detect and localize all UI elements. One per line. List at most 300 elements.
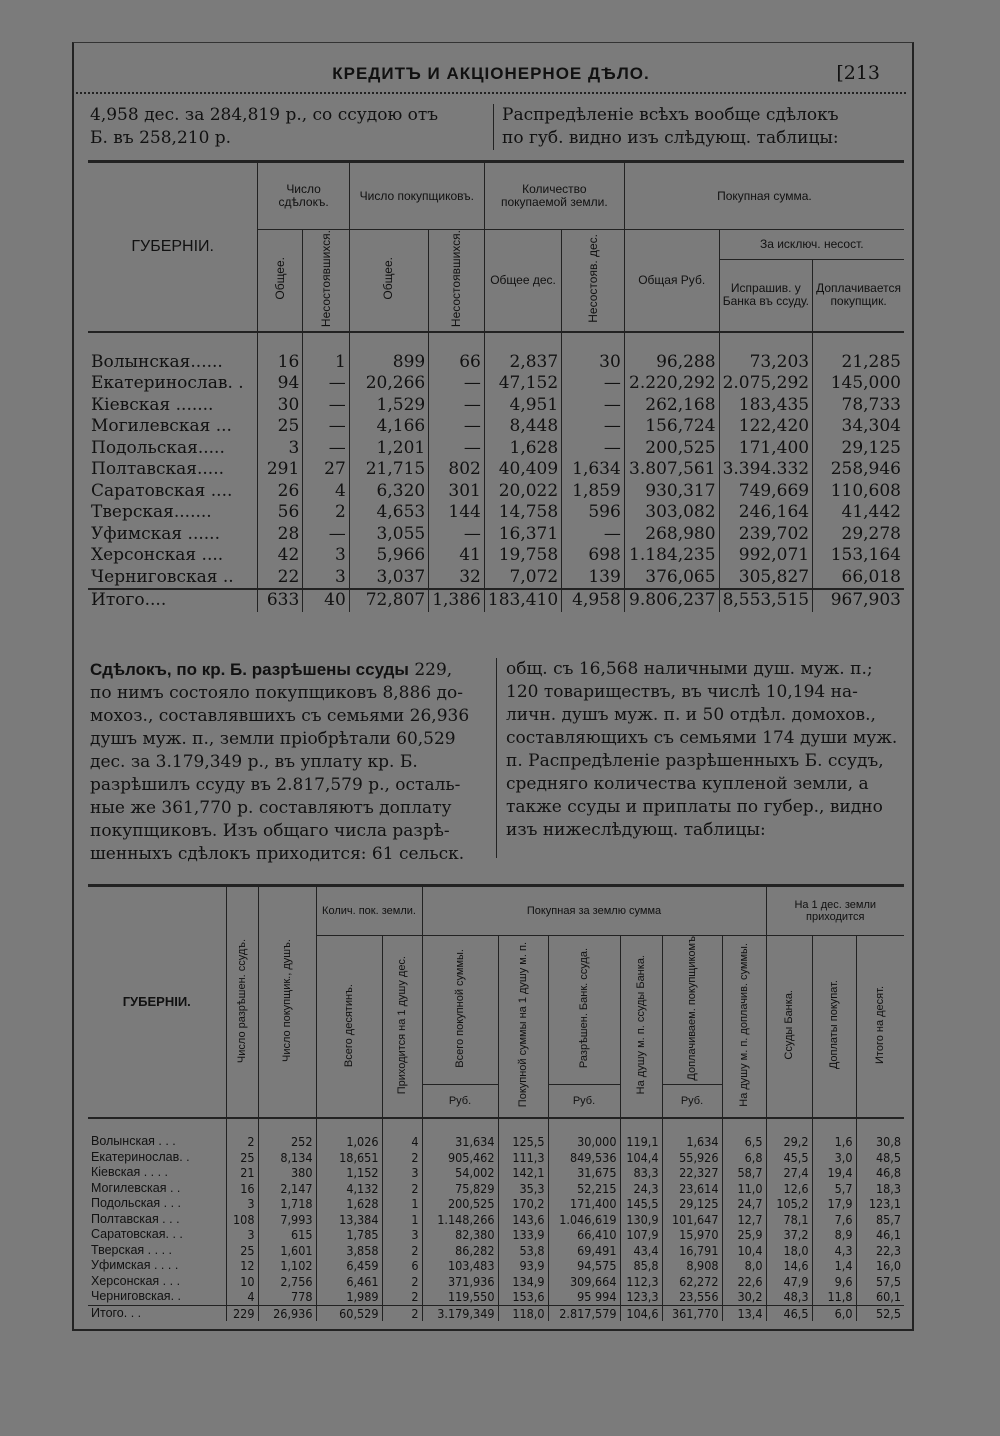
row-label: Волынская...... <box>91 351 223 372</box>
header-bank-loan: Разрѣшен. Банк. ссуда. <box>548 936 620 1085</box>
table-cell: 252 <box>258 1134 316 1150</box>
table-cell: 16 <box>226 1181 258 1197</box>
table-cell: 48,3 <box>766 1289 812 1305</box>
header-gubernii: ГУБЕРНІИ. <box>122 994 191 1010</box>
table-cell: 262,168 <box>624 395 719 417</box>
header-title: КРЕДИТЪ И АКЦІОНЕРНОЕ ДѢЛО. <box>332 64 650 83</box>
table-cell: 200,525 <box>422 1196 498 1212</box>
header-gubernii: ГУБЕРНІИ. <box>131 238 214 256</box>
table-cell: 3 <box>303 567 349 590</box>
row-label: Херсонская . . . <box>91 1273 181 1288</box>
header-extra-pay: Доплачивается покупщик. <box>813 260 904 332</box>
header-extra-per-soul: На душу м. п. доплачив. суммы. <box>722 936 766 1119</box>
column-divider <box>493 104 494 150</box>
text-line: личн. душъ муж. п. и 50 отдѣл. домохов., <box>506 705 876 725</box>
row-label: Подольская..... <box>91 437 225 458</box>
row-label: Кіевская ....... <box>91 394 214 415</box>
table-cell: 778 <box>258 1289 316 1305</box>
table-cell: 1,529 <box>349 395 428 417</box>
running-header <box>76 62 906 94</box>
table-cell: 41 <box>429 545 485 567</box>
table-cell: 142,1 <box>498 1165 548 1181</box>
table-cell: 143,6 <box>498 1212 548 1228</box>
table-cell: 2 <box>382 1305 422 1321</box>
table-cell: 47,9 <box>766 1274 812 1290</box>
text-line: по губ. видно изъ слѣдующ. таблицы: <box>502 128 839 148</box>
table-row <box>88 438 904 460</box>
table-cell: 133,9 <box>498 1227 548 1243</box>
table-cell: 73,203 <box>719 352 813 374</box>
table-cell: — <box>562 524 625 546</box>
table-cell: 21,715 <box>349 459 428 481</box>
table-cell: 40,409 <box>484 459 561 481</box>
table-cell: — <box>303 416 349 438</box>
table-cell: 42 <box>258 545 303 567</box>
table-cell: 13,4 <box>722 1305 766 1321</box>
table-cell: 111,3 <box>498 1150 548 1166</box>
table-cell: 134,9 <box>498 1274 548 1290</box>
table-cell: 83,3 <box>620 1165 662 1181</box>
table-cell: 40 <box>303 589 349 612</box>
table-cell: 303,082 <box>624 502 719 524</box>
text-line: разрѣшилъ ссуду въ 2.817,579 р., осталь- <box>90 775 461 795</box>
table-cell: 107,9 <box>620 1227 662 1243</box>
table-cell: 2.817,579 <box>548 1305 620 1321</box>
table-row <box>88 567 904 590</box>
table-cell: 29,125 <box>662 1196 722 1212</box>
table-cell: 130,9 <box>620 1212 662 1228</box>
header-loan-per-dec: Ссуды Банка. <box>766 936 812 1119</box>
table-cell: 55,926 <box>662 1150 722 1166</box>
header-rub: Руб. <box>662 1084 722 1118</box>
middle-left-text <box>90 658 490 866</box>
table-cell: 19,758 <box>484 545 561 567</box>
table-cell: 305,827 <box>719 567 813 590</box>
table-cell: 23,614 <box>662 1181 722 1197</box>
table-cell: 1.148,266 <box>422 1212 498 1228</box>
table-cell: 29,125 <box>813 438 904 460</box>
table-cell: 19,4 <box>812 1165 856 1181</box>
row-label: Подольская . . . <box>91 1196 181 1211</box>
table-cell: 104,6 <box>620 1305 662 1321</box>
row-label: Саратовская. . . <box>91 1227 183 1242</box>
text-line: средняго количества купленой земли, а <box>506 774 869 794</box>
table-cell: 1,628 <box>316 1196 382 1212</box>
table-cell: 1,634 <box>562 459 625 481</box>
table-cell: 123,1 <box>856 1196 904 1212</box>
table-cell: 16,371 <box>484 524 561 546</box>
header-sum-total: Общая Руб. <box>624 230 719 332</box>
table-cell: 144 <box>429 502 485 524</box>
table-cell: 4,132 <box>316 1181 382 1197</box>
table-cell: 47,152 <box>484 373 561 395</box>
table-cell: 86,282 <box>422 1243 498 1259</box>
header-land: Колич. пок. земли. <box>316 886 422 936</box>
table-row <box>88 1212 904 1228</box>
text-line: 229, <box>408 660 453 680</box>
table-cell: 905,462 <box>422 1150 498 1166</box>
table-cell: 1,026 <box>316 1134 382 1150</box>
table-row <box>88 352 904 374</box>
table-cell: — <box>562 395 625 417</box>
table-cell: — <box>562 416 625 438</box>
table-cell: 22,327 <box>662 1165 722 1181</box>
table-cell: 101,647 <box>662 1212 722 1228</box>
table-cell: 20,022 <box>484 481 561 503</box>
table-cell: 25 <box>226 1150 258 1166</box>
table-cell: 52,215 <box>548 1181 620 1197</box>
header-land-total: Всего десятинъ. <box>316 936 382 1119</box>
table-cell: 309,664 <box>548 1274 620 1290</box>
table-cell: 153,6 <box>498 1289 548 1305</box>
total-row <box>88 589 904 612</box>
table-row <box>88 1274 904 1290</box>
table-cell: 239,702 <box>719 524 813 546</box>
table-row <box>88 481 904 503</box>
header-buyers: Число покупщиковъ. <box>349 162 484 230</box>
table-cell: 3.179,349 <box>422 1305 498 1321</box>
table-cell: 103,483 <box>422 1258 498 1274</box>
table-cell: 29,2 <box>766 1134 812 1150</box>
table-cell: 11,0 <box>722 1181 766 1197</box>
table-cell: 94 <box>258 373 303 395</box>
table-cell: 29,278 <box>813 524 904 546</box>
table-row <box>88 1196 904 1212</box>
table-cell: 2 <box>303 502 349 524</box>
header-extra-pay: Доплачиваем. покупщикомъ <box>662 936 722 1085</box>
table-row <box>88 1134 904 1150</box>
table-row <box>88 1165 904 1181</box>
table-cell: 156,724 <box>624 416 719 438</box>
table-cell: 1,6 <box>812 1134 856 1150</box>
row-label: Уфимская ...... <box>91 523 220 544</box>
table-cell: 23,556 <box>662 1289 722 1305</box>
table-cell: 21,285 <box>813 352 904 374</box>
table-cell: 7,072 <box>484 567 561 590</box>
table-cell: 122,420 <box>719 416 813 438</box>
table-cell: 16,791 <box>662 1243 722 1259</box>
page-number: [213 <box>836 62 880 84</box>
header-land: Количество покупаемой земли. <box>484 162 624 230</box>
table-cell: 1,4 <box>812 1258 856 1274</box>
table-row <box>88 416 904 438</box>
text-line: составляющихъ съ семьями 174 души муж. <box>506 728 898 748</box>
table-cell: 20,266 <box>349 373 428 395</box>
table-cell: 1,628 <box>484 438 561 460</box>
table-cell: 66,018 <box>813 567 904 590</box>
table-cell: 9.806,237 <box>624 589 719 612</box>
table-cell: 2 <box>382 1289 422 1305</box>
row-label: Могилевская ... <box>91 416 232 436</box>
table-cell: 58,7 <box>722 1165 766 1181</box>
table-cell: 3 <box>382 1227 422 1243</box>
table-cell: 12,7 <box>722 1212 766 1228</box>
table-cell: 2,756 <box>258 1274 316 1290</box>
table-cell: 78,1 <box>766 1212 812 1228</box>
row-label: Саратовская .... <box>91 480 233 501</box>
header-buyers-insolvent: Несостоявшихся. <box>429 230 485 332</box>
table-cell: 849,536 <box>548 1150 620 1166</box>
table-cell: 6 <box>382 1258 422 1274</box>
text-line: также ссуды и приплаты по губер., видно <box>506 797 883 817</box>
table-cell: — <box>562 438 625 460</box>
table-cell: 69,491 <box>548 1243 620 1259</box>
table-cell: 26 <box>258 481 303 503</box>
row-label: Полтавская . . . <box>91 1211 180 1226</box>
top-left-text <box>90 104 490 150</box>
table-cell: 2,147 <box>258 1181 316 1197</box>
table-cell: 4,166 <box>349 416 428 438</box>
table-cell: 22,6 <box>722 1274 766 1290</box>
row-label: Полтавская..... <box>91 459 224 479</box>
table-cell: 3 <box>303 545 349 567</box>
table-cell: 2 <box>382 1274 422 1290</box>
table-cell: 18,3 <box>856 1181 904 1197</box>
table-cell: 4,951 <box>484 395 561 417</box>
text-line: шенныхъ сдѣлокъ приходится: 61 сельск. <box>90 844 465 864</box>
table-cell: 34,304 <box>813 416 904 438</box>
row-label: Могилевская . . <box>91 1180 181 1195</box>
table-cell: 22 <box>258 567 303 590</box>
table-row <box>88 524 904 546</box>
table-cell: 118,0 <box>498 1305 548 1321</box>
table-cell: 6,5 <box>722 1134 766 1150</box>
table-cell: 2.220,292 <box>624 373 719 395</box>
table-row <box>88 1243 904 1259</box>
table-cell: 802 <box>429 459 485 481</box>
table-cell: 24,7 <box>722 1196 766 1212</box>
table-cell: 66,410 <box>548 1227 620 1243</box>
table-row <box>88 395 904 417</box>
table-cell: 153,164 <box>813 545 904 567</box>
table-cell: — <box>303 438 349 460</box>
table-cell: 5,966 <box>349 545 428 567</box>
table-row <box>88 1258 904 1274</box>
table-cell: 104,4 <box>620 1150 662 1166</box>
table-cell: 291 <box>258 459 303 481</box>
table-cell: 8,553,515 <box>719 589 813 612</box>
table-cell: 6,461 <box>316 1274 382 1290</box>
row-label: Екатеринослав. . <box>91 1149 190 1164</box>
table-cell: 749,669 <box>719 481 813 503</box>
table-cell: — <box>303 524 349 546</box>
text-line: п. Распредѣленіе разрѣшенныхъ Б. ссудъ, <box>506 751 884 771</box>
table-cell: 1,386 <box>429 589 485 612</box>
table-cell: 108 <box>226 1212 258 1228</box>
header-bank-loan: Испрашив. у Банка въ ссуду. <box>719 260 813 332</box>
table-cell: 16,0 <box>856 1258 904 1274</box>
table-loans-by-gubernia <box>88 884 904 1321</box>
table-cell: 6,320 <box>349 481 428 503</box>
row-label: Волынская . . . <box>91 1134 176 1149</box>
table-cell: 123,3 <box>620 1289 662 1305</box>
table-cell: 25,9 <box>722 1227 766 1243</box>
text-line: Распредѣленіе всѣхъ вообще сдѣлокъ <box>502 105 839 125</box>
table-cell: 1,989 <box>316 1289 382 1305</box>
bold-lead: Сдѣлокъ, по кр. Б. разрѣшены ссуды <box>90 660 409 679</box>
table-cell: 10,4 <box>722 1243 766 1259</box>
table-cell: 3,0 <box>812 1150 856 1166</box>
table-cell: 13,384 <box>316 1212 382 1228</box>
header-loans: Число разрѣшен. ссудъ. <box>226 886 258 1119</box>
text-line: общ. съ 16,568 наличными душ. муж. п.; <box>506 659 873 679</box>
table-cell: 30 <box>258 395 303 417</box>
table-cell: 72,807 <box>349 589 428 612</box>
table-cell: 183,410 <box>484 589 561 612</box>
table-cell: 380 <box>258 1165 316 1181</box>
table-cell: 14,758 <box>484 502 561 524</box>
table-cell: 4,3 <box>812 1243 856 1259</box>
table-cell: 2 <box>382 1181 422 1197</box>
table-cell: 95 994 <box>548 1289 620 1305</box>
table-cell: 30,2 <box>722 1289 766 1305</box>
table-cell: 967,903 <box>813 589 904 612</box>
table-cell: — <box>429 524 485 546</box>
table-cell: 3 <box>226 1196 258 1212</box>
table-cell: 3.807,561 <box>624 459 719 481</box>
table-cell: 11,8 <box>812 1289 856 1305</box>
table-cell: 1,634 <box>662 1134 722 1150</box>
table-cell: 82,380 <box>422 1227 498 1243</box>
table-cell: 12 <box>226 1258 258 1274</box>
table-cell: 43,4 <box>620 1243 662 1259</box>
table-cell: 60,529 <box>316 1305 382 1321</box>
total-row <box>88 1305 904 1321</box>
table-cell: 78,733 <box>813 395 904 417</box>
table-cell: 112,3 <box>620 1274 662 1290</box>
header-deals-total: Общее. <box>258 230 303 332</box>
row-label: Итого.... <box>88 589 258 612</box>
table-cell: 200,525 <box>624 438 719 460</box>
table-cell: 53,8 <box>498 1243 548 1259</box>
header-total-sum: Всего покупной суммы. <box>422 936 498 1085</box>
table-cell: 8,134 <box>258 1150 316 1166</box>
table-cell: 119,550 <box>422 1289 498 1305</box>
table-cell: 229 <box>226 1305 258 1321</box>
row-label: Екатеринослав. . <box>91 373 244 393</box>
table-cell: 258,946 <box>813 459 904 481</box>
table-cell: 25 <box>226 1243 258 1259</box>
table-cell: 8,448 <box>484 416 561 438</box>
table-cell: 2 <box>382 1243 422 1259</box>
header-extra-per-dec: Доплаты покупат. <box>812 936 856 1119</box>
table-row <box>88 459 904 481</box>
table-cell: 66 <box>429 352 485 374</box>
table-cell: 9,6 <box>812 1274 856 1290</box>
header-sum-per-soul: Покупной суммы на 1 душу м. п. <box>498 936 548 1119</box>
table-cell: 14,6 <box>766 1258 812 1274</box>
table-cell: 171,400 <box>719 438 813 460</box>
table-cell: — <box>562 373 625 395</box>
table-cell: 8,9 <box>812 1227 856 1243</box>
table-cell: 37,2 <box>766 1227 812 1243</box>
table-cell: 10 <box>226 1274 258 1290</box>
table-cell: 3 <box>226 1227 258 1243</box>
table-row <box>88 1289 904 1305</box>
table-cell: 119,1 <box>620 1134 662 1150</box>
table-cell: 301 <box>429 481 485 503</box>
table-cell: 52,5 <box>856 1305 904 1321</box>
table-cell: — <box>429 395 485 417</box>
table-cell: 3,037 <box>349 567 428 590</box>
header-rub: Руб. <box>548 1084 620 1118</box>
table-cell: 46,1 <box>856 1227 904 1243</box>
table-cell: 31,634 <box>422 1134 498 1150</box>
table-cell: 12,6 <box>766 1181 812 1197</box>
table-cell: 1,201 <box>349 438 428 460</box>
table-cell: 4 <box>226 1289 258 1305</box>
table-cell: — <box>429 416 485 438</box>
table-cell: 246,164 <box>719 502 813 524</box>
top-right-text <box>502 104 902 150</box>
table-cell: 110,608 <box>813 481 904 503</box>
text-line: дес. за 3.179,349 р., въ уплату кр. Б. <box>90 752 418 772</box>
table-row <box>88 1181 904 1197</box>
middle-right-text <box>506 658 906 842</box>
header-buyers-souls: Число покупщик., душъ. <box>258 886 316 1119</box>
header-paid: Покупная за землю сумма <box>422 886 766 936</box>
table-cell: 170,2 <box>498 1196 548 1212</box>
table-cell: 8,908 <box>662 1258 722 1274</box>
header-total-per-dec: Итого на десят. <box>856 936 904 1119</box>
text-line: 4,958 дес. за 284,819 р., со ссудою отъ <box>90 105 439 125</box>
table-cell: 31,675 <box>548 1165 620 1181</box>
table-cell: 3 <box>382 1165 422 1181</box>
table-cell: — <box>303 395 349 417</box>
table-cell: 371,936 <box>422 1274 498 1290</box>
table-cell: 698 <box>562 545 625 567</box>
table-cell: 4 <box>303 481 349 503</box>
table-row <box>88 373 904 395</box>
table-cell: 75,829 <box>422 1181 498 1197</box>
table-cell: 2.075,292 <box>719 373 813 395</box>
table-cell: 1 <box>382 1212 422 1228</box>
table-cell: 361,770 <box>662 1305 722 1321</box>
row-label: Херсонская .... <box>91 545 224 565</box>
table-cell: 5,7 <box>812 1181 856 1197</box>
header-rub: Руб. <box>422 1084 498 1118</box>
row-label: Тверская . . . . <box>91 1242 172 1257</box>
table-cell: 96,288 <box>624 352 719 374</box>
table-cell: 1,601 <box>258 1243 316 1259</box>
table-cell: 1,102 <box>258 1258 316 1274</box>
row-label: Кіевская . . . . <box>91 1165 169 1180</box>
table-cell: 1,152 <box>316 1165 382 1181</box>
header-loan-per-soul: На душу м. п. ссуды Банка. <box>620 936 662 1119</box>
row-label: Черниговская .. <box>91 566 234 587</box>
table-cell: 30 <box>562 352 625 374</box>
table-cell: 4,958 <box>562 589 625 612</box>
table-cell: 25 <box>258 416 303 438</box>
table-cell: 41,442 <box>813 502 904 524</box>
row-label: Черниговская. . <box>91 1289 181 1304</box>
table-cell: 1 <box>303 352 349 374</box>
table-row <box>88 1150 904 1166</box>
table-cell: 1,785 <box>316 1227 382 1243</box>
table-cell: — <box>429 438 485 460</box>
table-cell: 930,317 <box>624 481 719 503</box>
text-line: по нимъ состояло покупщиковъ 8,886 до- <box>90 683 463 703</box>
header-land-per-soul: Приходится на 1 душу дес. <box>382 936 422 1119</box>
header-per-desyatina: На 1 дес. земли приходится <box>766 886 904 936</box>
row-label: Итого. . . <box>88 1305 226 1321</box>
table-cell: 633 <box>258 589 303 612</box>
table-cell: 1.046,619 <box>548 1212 620 1228</box>
table-cell: 93,9 <box>498 1258 548 1274</box>
table-cell: 46,8 <box>856 1165 904 1181</box>
table-cell: 145,000 <box>813 373 904 395</box>
table-cell: 1.184,235 <box>624 545 719 567</box>
